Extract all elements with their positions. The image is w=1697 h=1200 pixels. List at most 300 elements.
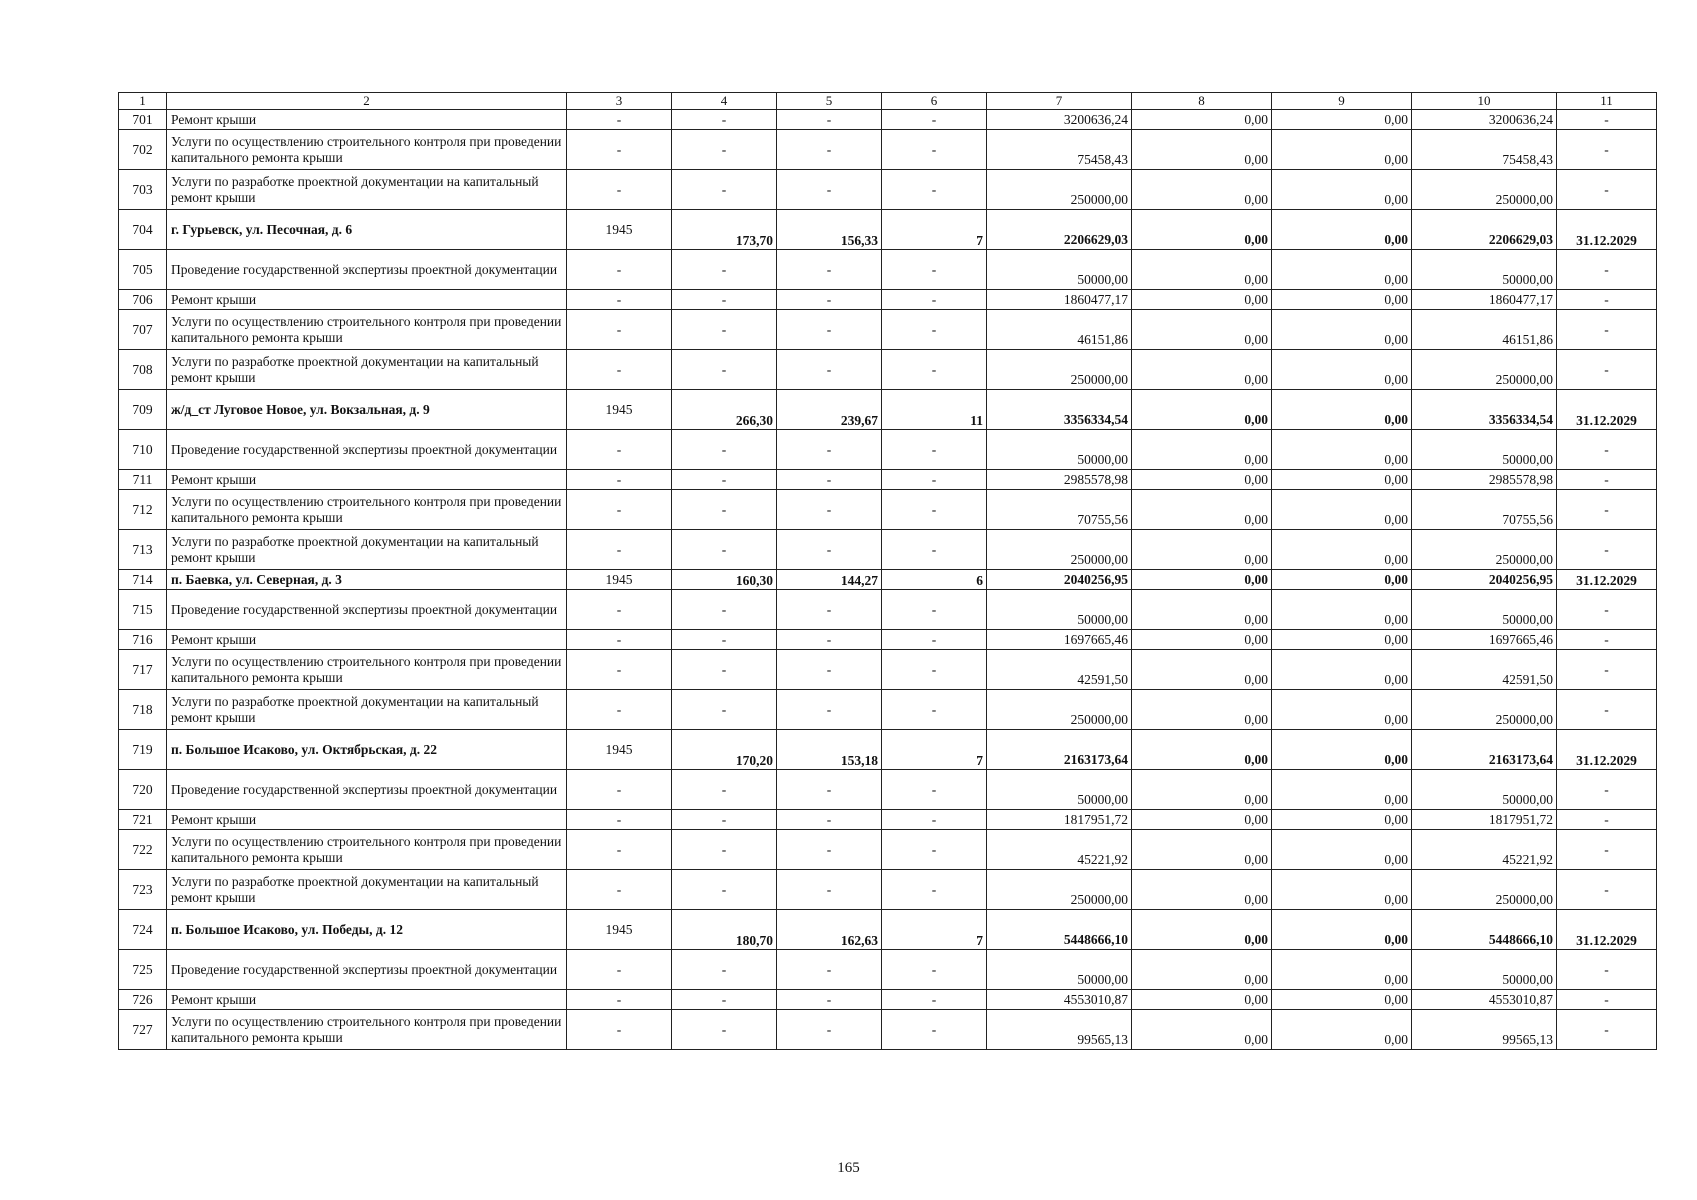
cost-total-cell: 250000,00 [987, 870, 1132, 910]
fund-federal-cell: 0,00 [1132, 910, 1272, 950]
item-name-cell: п. Баевка, ул. Северная, д. 3 [167, 570, 567, 590]
fund-owners-cell: 4553010,87 [1412, 990, 1557, 1010]
fund-federal-cell: 0,00 [1132, 530, 1272, 570]
fund-regional-cell: 0,00 [1272, 290, 1412, 310]
fund-federal-cell: 0,00 [1132, 990, 1272, 1010]
row-number-cell: 703 [119, 170, 167, 210]
cost-total-cell: 50000,00 [987, 430, 1132, 470]
work-item-row [119, 630, 1657, 650]
header-cell: 7 [987, 93, 1132, 110]
area-living-cell: 156,33 [777, 210, 882, 250]
fund-owners-cell: 250000,00 [1412, 690, 1557, 730]
header-cell: 8 [1132, 93, 1272, 110]
area-total-cell: - [672, 650, 777, 690]
area-total-cell: - [672, 590, 777, 630]
year-cell: 1945 [567, 570, 672, 590]
area-total-cell: - [672, 770, 777, 810]
capital-repair-table [118, 92, 1657, 1050]
year-cell: - [567, 630, 672, 650]
item-name-cell: Ремонт крыши [167, 290, 567, 310]
fund-owners-cell: 1860477,17 [1412, 290, 1557, 310]
item-name-cell: Услуги по осуществлению строительного контроля при проведении капитального ремонта крыши [167, 650, 567, 690]
residents-cell: 6 [882, 570, 987, 590]
item-name-cell: п. Большое Исаково, ул. Октябрьская, д. 22 [167, 730, 567, 770]
fund-regional-cell: 0,00 [1272, 570, 1412, 590]
fund-regional-cell: 0,00 [1272, 1010, 1412, 1050]
fund-owners-cell: 50000,00 [1412, 590, 1557, 630]
work-item-row [119, 310, 1657, 350]
completion-date-cell: 31.12.2029 [1557, 910, 1657, 950]
work-item-row [119, 130, 1657, 170]
row-number-cell: 712 [119, 490, 167, 530]
year-cell: - [567, 490, 672, 530]
fund-regional-cell: 0,00 [1272, 730, 1412, 770]
completion-date-cell: 31.12.2029 [1557, 730, 1657, 770]
fund-regional-cell: 0,00 [1272, 250, 1412, 290]
fund-owners-cell: 5448666,10 [1412, 910, 1557, 950]
cost-total-cell: 50000,00 [987, 950, 1132, 990]
fund-federal-cell: 0,00 [1132, 830, 1272, 870]
item-name-cell: Ремонт крыши [167, 810, 567, 830]
fund-regional-cell: 0,00 [1272, 590, 1412, 630]
area-living-cell: 153,18 [777, 730, 882, 770]
fund-regional-cell: 0,00 [1272, 770, 1412, 810]
header-cell: 9 [1272, 93, 1412, 110]
fund-owners-cell: 2163173,64 [1412, 730, 1557, 770]
year-cell: 1945 [567, 390, 672, 430]
fund-owners-cell: 99565,13 [1412, 1010, 1557, 1050]
year-cell: - [567, 110, 672, 130]
fund-regional-cell: 0,00 [1272, 810, 1412, 830]
completion-date-cell: - [1557, 530, 1657, 570]
fund-owners-cell: 250000,00 [1412, 350, 1557, 390]
work-item-row [119, 770, 1657, 810]
completion-date-cell: - [1557, 830, 1657, 870]
row-number-cell: 717 [119, 650, 167, 690]
area-living-cell: - [777, 650, 882, 690]
year-cell: - [567, 690, 672, 730]
fund-owners-cell: 42591,50 [1412, 650, 1557, 690]
fund-owners-cell: 50000,00 [1412, 950, 1557, 990]
area-total-cell: - [672, 490, 777, 530]
row-number-cell: 719 [119, 730, 167, 770]
fund-federal-cell: 0,00 [1132, 390, 1272, 430]
row-number-cell: 710 [119, 430, 167, 470]
completion-date-cell: 31.12.2029 [1557, 210, 1657, 250]
cost-total-cell: 2206629,03 [987, 210, 1132, 250]
row-number-cell: 718 [119, 690, 167, 730]
residents-cell: - [882, 290, 987, 310]
area-living-cell: - [777, 630, 882, 650]
fund-federal-cell: 0,00 [1132, 650, 1272, 690]
header-cell: 1 [119, 93, 167, 110]
residents-cell: - [882, 310, 987, 350]
work-item-row [119, 990, 1657, 1010]
year-cell: - [567, 130, 672, 170]
year-cell: - [567, 250, 672, 290]
row-number-cell: 715 [119, 590, 167, 630]
fund-regional-cell: 0,00 [1272, 110, 1412, 130]
year-cell: - [567, 830, 672, 870]
residents-cell: - [882, 1010, 987, 1050]
year-cell: - [567, 530, 672, 570]
completion-date-cell: - [1557, 490, 1657, 530]
fund-regional-cell: 0,00 [1272, 910, 1412, 950]
fund-owners-cell: 45221,92 [1412, 830, 1557, 870]
work-item-row [119, 1010, 1657, 1050]
item-name-cell: Услуги по разработке проектной документации на капитальный ремонт крыши [167, 170, 567, 210]
item-name-cell: Услуги по разработке проектной документации на капитальный ремонт крыши [167, 530, 567, 570]
cost-total-cell: 46151,86 [987, 310, 1132, 350]
fund-federal-cell: 0,00 [1132, 250, 1272, 290]
row-number-cell: 723 [119, 870, 167, 910]
item-name-cell: ж/д_ст Луговое Новое, ул. Вокзальная, д. 9 [167, 390, 567, 430]
fund-regional-cell: 0,00 [1272, 690, 1412, 730]
area-living-cell: - [777, 350, 882, 390]
residents-cell: 7 [882, 210, 987, 250]
fund-federal-cell: 0,00 [1132, 170, 1272, 210]
area-living-cell: - [777, 310, 882, 350]
completion-date-cell: - [1557, 130, 1657, 170]
area-total-cell: - [672, 530, 777, 570]
year-cell: - [567, 770, 672, 810]
document-sheet [118, 92, 1656, 1050]
fund-owners-cell: 250000,00 [1412, 530, 1557, 570]
row-number-cell: 716 [119, 630, 167, 650]
item-name-cell: Услуги по разработке проектной документации на капитальный ремонт крыши [167, 870, 567, 910]
area-total-cell: - [672, 630, 777, 650]
residents-cell: - [882, 130, 987, 170]
fund-federal-cell: 0,00 [1132, 110, 1272, 130]
work-item-row [119, 530, 1657, 570]
residents-cell: - [882, 250, 987, 290]
column-number-row [119, 93, 1657, 110]
item-name-cell: Проведение государственной экспертизы проектной документации [167, 250, 567, 290]
residents-cell: 11 [882, 390, 987, 430]
fund-federal-cell: 0,00 [1132, 630, 1272, 650]
row-number-cell: 701 [119, 110, 167, 130]
item-name-cell: Ремонт крыши [167, 470, 567, 490]
area-living-cell: - [777, 130, 882, 170]
area-total-cell: - [672, 690, 777, 730]
year-cell: - [567, 1010, 672, 1050]
area-living-cell: - [777, 290, 882, 310]
fund-regional-cell: 0,00 [1272, 210, 1412, 250]
cost-total-cell: 45221,92 [987, 830, 1132, 870]
fund-owners-cell: 3356334,54 [1412, 390, 1557, 430]
completion-date-cell: - [1557, 950, 1657, 990]
cost-total-cell: 75458,43 [987, 130, 1132, 170]
area-living-cell: - [777, 250, 882, 290]
completion-date-cell: - [1557, 350, 1657, 390]
item-name-cell: Проведение государственной экспертизы проектной документации [167, 590, 567, 630]
work-item-row [119, 490, 1657, 530]
fund-federal-cell: 0,00 [1132, 130, 1272, 170]
row-number-cell: 714 [119, 570, 167, 590]
area-living-cell: - [777, 990, 882, 1010]
row-number-cell: 711 [119, 470, 167, 490]
work-item-row [119, 470, 1657, 490]
cost-total-cell: 50000,00 [987, 770, 1132, 810]
header-cell: 4 [672, 93, 777, 110]
area-living-cell: - [777, 470, 882, 490]
completion-date-cell: - [1557, 870, 1657, 910]
fund-regional-cell: 0,00 [1272, 310, 1412, 350]
header-cell: 11 [1557, 93, 1657, 110]
residents-cell: - [882, 810, 987, 830]
year-cell: - [567, 290, 672, 310]
area-living-cell: - [777, 110, 882, 130]
fund-regional-cell: 0,00 [1272, 870, 1412, 910]
area-total-cell: - [672, 130, 777, 170]
fund-federal-cell: 0,00 [1132, 210, 1272, 250]
item-name-cell: Услуги по разработке проектной документации на капитальный ремонт крыши [167, 350, 567, 390]
item-name-cell: Ремонт крыши [167, 990, 567, 1010]
fund-regional-cell: 0,00 [1272, 650, 1412, 690]
row-number-cell: 707 [119, 310, 167, 350]
area-living-cell: - [777, 530, 882, 570]
completion-date-cell: - [1557, 810, 1657, 830]
cost-total-cell: 1817951,72 [987, 810, 1132, 830]
address-row [119, 910, 1657, 950]
year-cell: 1945 [567, 730, 672, 770]
year-cell: - [567, 650, 672, 690]
residents-cell: 7 [882, 910, 987, 950]
area-total-cell: 160,30 [672, 570, 777, 590]
year-cell: - [567, 350, 672, 390]
area-total-cell: - [672, 310, 777, 350]
completion-date-cell: - [1557, 990, 1657, 1010]
completion-date-cell: - [1557, 170, 1657, 210]
row-number-cell: 721 [119, 810, 167, 830]
item-name-cell: г. Гурьевск, ул. Песочная, д. 6 [167, 210, 567, 250]
completion-date-cell: - [1557, 770, 1657, 810]
fund-regional-cell: 0,00 [1272, 470, 1412, 490]
residents-cell: - [882, 690, 987, 730]
cost-total-cell: 3356334,54 [987, 390, 1132, 430]
cost-total-cell: 42591,50 [987, 650, 1132, 690]
fund-owners-cell: 3200636,24 [1412, 110, 1557, 130]
fund-owners-cell: 1817951,72 [1412, 810, 1557, 830]
fund-regional-cell: 0,00 [1272, 990, 1412, 1010]
fund-federal-cell: 0,00 [1132, 430, 1272, 470]
area-living-cell: - [777, 770, 882, 810]
header-cell: 10 [1412, 93, 1557, 110]
item-name-cell: Услуги по осуществлению строительного контроля при проведении капитального ремонта крыши [167, 830, 567, 870]
completion-date-cell: - [1557, 1010, 1657, 1050]
row-number-cell: 708 [119, 350, 167, 390]
area-total-cell: - [672, 810, 777, 830]
area-living-cell: 144,27 [777, 570, 882, 590]
cost-total-cell: 2985578,98 [987, 470, 1132, 490]
row-number-cell: 706 [119, 290, 167, 310]
residents-cell: - [882, 990, 987, 1010]
fund-federal-cell: 0,00 [1132, 310, 1272, 350]
cost-total-cell: 2040256,95 [987, 570, 1132, 590]
completion-date-cell: - [1557, 290, 1657, 310]
fund-federal-cell: 0,00 [1132, 350, 1272, 390]
row-number-cell: 727 [119, 1010, 167, 1050]
fund-owners-cell: 2040256,95 [1412, 570, 1557, 590]
cost-total-cell: 70755,56 [987, 490, 1132, 530]
item-name-cell: Услуги по осуществлению строительного контроля при проведении капитального ремонта крыши [167, 490, 567, 530]
fund-federal-cell: 0,00 [1132, 870, 1272, 910]
year-cell: - [567, 470, 672, 490]
completion-date-cell: 31.12.2029 [1557, 570, 1657, 590]
area-total-cell: 180,70 [672, 910, 777, 950]
residents-cell: - [882, 430, 987, 470]
cost-total-cell: 1697665,46 [987, 630, 1132, 650]
work-item-row [119, 590, 1657, 630]
work-item-row [119, 110, 1657, 130]
fund-owners-cell: 250000,00 [1412, 170, 1557, 210]
fund-regional-cell: 0,00 [1272, 630, 1412, 650]
residents-cell: - [882, 470, 987, 490]
completion-date-cell: - [1557, 250, 1657, 290]
fund-federal-cell: 0,00 [1132, 470, 1272, 490]
fund-owners-cell: 1697665,46 [1412, 630, 1557, 650]
area-living-cell: - [777, 810, 882, 830]
fund-regional-cell: 0,00 [1272, 170, 1412, 210]
row-number-cell: 705 [119, 250, 167, 290]
area-living-cell: - [777, 950, 882, 990]
area-living-cell: - [777, 1010, 882, 1050]
fund-owners-cell: 50000,00 [1412, 430, 1557, 470]
fund-federal-cell: 0,00 [1132, 690, 1272, 730]
year-cell: - [567, 430, 672, 470]
year-cell: - [567, 990, 672, 1010]
row-number-cell: 722 [119, 830, 167, 870]
work-item-row [119, 810, 1657, 830]
fund-owners-cell: 70755,56 [1412, 490, 1557, 530]
area-total-cell: 173,70 [672, 210, 777, 250]
residents-cell: - [882, 630, 987, 650]
area-living-cell: 239,67 [777, 390, 882, 430]
completion-date-cell: - [1557, 630, 1657, 650]
fund-owners-cell: 50000,00 [1412, 250, 1557, 290]
area-total-cell: - [672, 830, 777, 870]
item-name-cell: Проведение государственной экспертизы проектной документации [167, 430, 567, 470]
row-number-cell: 724 [119, 910, 167, 950]
address-row [119, 570, 1657, 590]
year-cell: 1945 [567, 910, 672, 950]
year-cell: - [567, 810, 672, 830]
cost-total-cell: 50000,00 [987, 590, 1132, 630]
work-item-row [119, 690, 1657, 730]
fund-regional-cell: 0,00 [1272, 950, 1412, 990]
area-total-cell: - [672, 170, 777, 210]
cost-total-cell: 250000,00 [987, 350, 1132, 390]
fund-regional-cell: 0,00 [1272, 530, 1412, 570]
area-total-cell: - [672, 250, 777, 290]
area-living-cell: - [777, 690, 882, 730]
fund-federal-cell: 0,00 [1132, 490, 1272, 530]
completion-date-cell: - [1557, 310, 1657, 350]
fund-federal-cell: 0,00 [1132, 1010, 1272, 1050]
year-cell: - [567, 590, 672, 630]
area-living-cell: - [777, 170, 882, 210]
area-living-cell: - [777, 590, 882, 630]
cost-total-cell: 4553010,87 [987, 990, 1132, 1010]
area-total-cell: - [672, 430, 777, 470]
completion-date-cell: - [1557, 590, 1657, 630]
area-total-cell: 266,30 [672, 390, 777, 430]
cost-total-cell: 1860477,17 [987, 290, 1132, 310]
work-item-row [119, 830, 1657, 870]
row-number-cell: 725 [119, 950, 167, 990]
residents-cell: - [882, 490, 987, 530]
area-living-cell: - [777, 830, 882, 870]
row-number-cell: 709 [119, 390, 167, 430]
item-name-cell: Услуги по осуществлению строительного контроля при проведении капитального ремонта крыши [167, 1010, 567, 1050]
area-total-cell: - [672, 350, 777, 390]
area-living-cell: - [777, 490, 882, 530]
fund-federal-cell: 0,00 [1132, 570, 1272, 590]
fund-federal-cell: 0,00 [1132, 730, 1272, 770]
row-number-cell: 704 [119, 210, 167, 250]
area-living-cell: - [777, 430, 882, 470]
fund-federal-cell: 0,00 [1132, 810, 1272, 830]
cost-total-cell: 250000,00 [987, 530, 1132, 570]
year-cell: - [567, 310, 672, 350]
residents-cell: 7 [882, 730, 987, 770]
residents-cell: - [882, 870, 987, 910]
work-item-row [119, 290, 1657, 310]
fund-regional-cell: 0,00 [1272, 830, 1412, 870]
work-item-row [119, 950, 1657, 990]
area-total-cell: - [672, 990, 777, 1010]
fund-regional-cell: 0,00 [1272, 130, 1412, 170]
completion-date-cell: 31.12.2029 [1557, 390, 1657, 430]
work-item-row [119, 170, 1657, 210]
residents-cell: - [882, 950, 987, 990]
row-number-cell: 720 [119, 770, 167, 810]
row-number-cell: 713 [119, 530, 167, 570]
address-row [119, 730, 1657, 770]
header-cell: 2 [167, 93, 567, 110]
year-cell: 1945 [567, 210, 672, 250]
work-item-row [119, 430, 1657, 470]
page-number: 165 [837, 1160, 860, 1176]
fund-owners-cell: 2206629,03 [1412, 210, 1557, 250]
fund-owners-cell: 250000,00 [1412, 870, 1557, 910]
cost-total-cell: 250000,00 [987, 170, 1132, 210]
area-total-cell: - [672, 1010, 777, 1050]
completion-date-cell: - [1557, 470, 1657, 490]
header-cell: 6 [882, 93, 987, 110]
fund-regional-cell: 0,00 [1272, 490, 1412, 530]
area-total-cell: - [672, 110, 777, 130]
area-living-cell: 162,63 [777, 910, 882, 950]
header-cell: 5 [777, 93, 882, 110]
fund-owners-cell: 50000,00 [1412, 770, 1557, 810]
residents-cell: - [882, 170, 987, 210]
completion-date-cell: - [1557, 430, 1657, 470]
residents-cell: - [882, 530, 987, 570]
fund-owners-cell: 2985578,98 [1412, 470, 1557, 490]
residents-cell: - [882, 830, 987, 870]
item-name-cell: Ремонт крыши [167, 630, 567, 650]
row-number-cell: 702 [119, 130, 167, 170]
item-name-cell: п. Большое Исаково, ул. Победы, д. 12 [167, 910, 567, 950]
area-living-cell: - [777, 870, 882, 910]
fund-federal-cell: 0,00 [1132, 590, 1272, 630]
item-name-cell: Проведение государственной экспертизы проектной документации [167, 770, 567, 810]
cost-total-cell: 99565,13 [987, 1010, 1132, 1050]
fund-regional-cell: 0,00 [1272, 390, 1412, 430]
address-row [119, 210, 1657, 250]
year-cell: - [567, 950, 672, 990]
